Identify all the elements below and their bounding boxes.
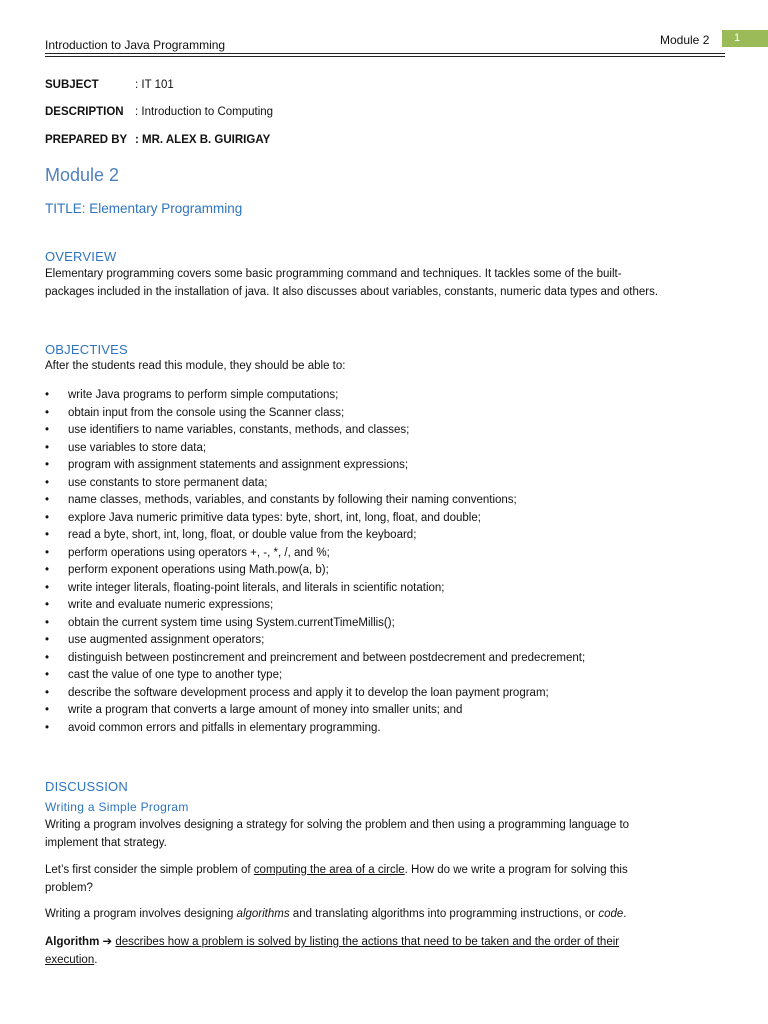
algorithm-line-1	[45, 934, 735, 952]
discussion-subheading: Writing a Simple Program	[45, 800, 189, 814]
list-item: • use augmented assignment operators;	[45, 632, 725, 650]
p2-post: . How do we write a program for solving this	[404, 864, 628, 876]
circle-area-link-text: computing the area of a circle	[253, 864, 405, 876]
discussion-p2-line-1	[45, 862, 735, 880]
discussion-p1-line-2: implement that strategy.	[45, 836, 167, 849]
list-item: • obtain input from the console using the Scanner class;	[45, 405, 725, 423]
p2-pre: Let’s first consider the simple problem of	[45, 864, 254, 876]
overview-line-2: packages included in the installation of java. It also discusses about variables, constants, numeric data types and others.	[45, 285, 659, 298]
list-item: • cast the value of one type to another type;	[45, 667, 725, 685]
page-number-badge: 1	[722, 30, 768, 47]
list-item: • obtain the current system time using System.currentTimeMillis();	[45, 615, 725, 633]
overview-heading: OVERVIEW	[45, 249, 117, 264]
list-item: • write a program that converts a large amount of money into smaller units; and	[45, 702, 725, 720]
header-divider	[45, 53, 725, 54]
algorithm-end: .	[94, 953, 98, 966]
p3-mid: and translating algorithms into programming instructions, or	[289, 908, 599, 920]
p3-algorithms: algorithms	[236, 908, 290, 920]
title-heading: TITLE: Elementary Programming	[45, 201, 243, 216]
meta-prepared-value: : MR. ALEX B. GUIRIGAY	[135, 134, 271, 146]
list-item: • use variables to store data;	[45, 440, 725, 458]
list-item: • distinguish between postincrement and preincrement and between postdecrement and predecrement;	[45, 650, 725, 668]
discussion-heading: DISCUSSION	[45, 779, 128, 794]
list-item: • perform operations using operators +, -, *, /, and %;	[45, 545, 725, 563]
header-divider-second	[45, 56, 725, 57]
list-item: • use constants to store permanent data;	[45, 475, 725, 493]
algorithm-line-2	[45, 952, 735, 970]
header-module-label: Module 2	[660, 33, 710, 47]
p3-end: .	[623, 908, 627, 920]
discussion-paragraph-2	[45, 862, 735, 897]
discussion-p1-line-1: Writing a program involves designing a strategy for solving the problem and then using a programming language to	[45, 819, 630, 831]
list-item: • write Java programs to perform simple computations;	[45, 387, 725, 405]
objectives-list	[45, 387, 725, 737]
objectives-heading: OBJECTIVES	[45, 342, 128, 357]
list-item: • describe the software development process and apply it to develop the loan payment program;	[45, 685, 725, 703]
algorithm-term: Algorithm	[45, 936, 100, 948]
algorithm-definition-text: describes how a problem is solved by listing the actions that need to be taken and the order of their	[115, 936, 620, 948]
list-item: • name classes, methods, variables, and constants by following their naming conventions;	[45, 492, 725, 510]
algorithm-definition-execution: execution	[45, 953, 95, 966]
objectives-intro: After the students read this module, they should be able to:	[45, 360, 346, 372]
list-item: • read a byte, short, int, long, float, or double value from the keyboard;	[45, 527, 725, 545]
list-item: • avoid common errors and pitfalls in elementary programming.	[45, 720, 725, 738]
arrow-icon: ➔	[102, 936, 113, 948]
meta-subject-key: SUBJECT	[45, 79, 99, 91]
overview-line-1: Elementary programming covers some basic programming command and techniques. It tackles some of the built-	[45, 268, 622, 280]
list-item: • write integer literals, floating-point literals, and literals in scientific notation;	[45, 580, 725, 598]
p3-pre: Writing a program involves designing	[45, 908, 237, 920]
list-item: • program with assignment statements and assignment expressions;	[45, 457, 725, 475]
list-item: • explore Java numeric primitive data types: byte, short, int, long, float, and double;	[45, 510, 725, 528]
meta-description-key: DESCRIPTION	[45, 106, 124, 118]
p3-code: code	[598, 908, 624, 920]
meta-prepared-key: PREPARED BY	[45, 134, 128, 146]
module-heading: Module 2	[45, 165, 120, 185]
discussion-paragraph-1	[45, 817, 735, 852]
algorithm-definition	[45, 934, 735, 969]
header-course-title: Introduction to Java Programming	[45, 38, 226, 52]
list-item: • perform exponent operations using Math.pow(a, b);	[45, 562, 725, 580]
discussion-paragraph-3	[45, 906, 735, 924]
overview-paragraph	[45, 266, 735, 301]
list-item: • write and evaluate numeric expressions;	[45, 597, 725, 615]
discussion-p2-line-2: problem?	[45, 881, 93, 894]
meta-description-value: : Introduction to Computing	[135, 106, 274, 118]
meta-subject-value: : IT 101	[135, 79, 174, 91]
list-item: • use identifiers to name variables, constants, methods, and classes;	[45, 422, 725, 440]
